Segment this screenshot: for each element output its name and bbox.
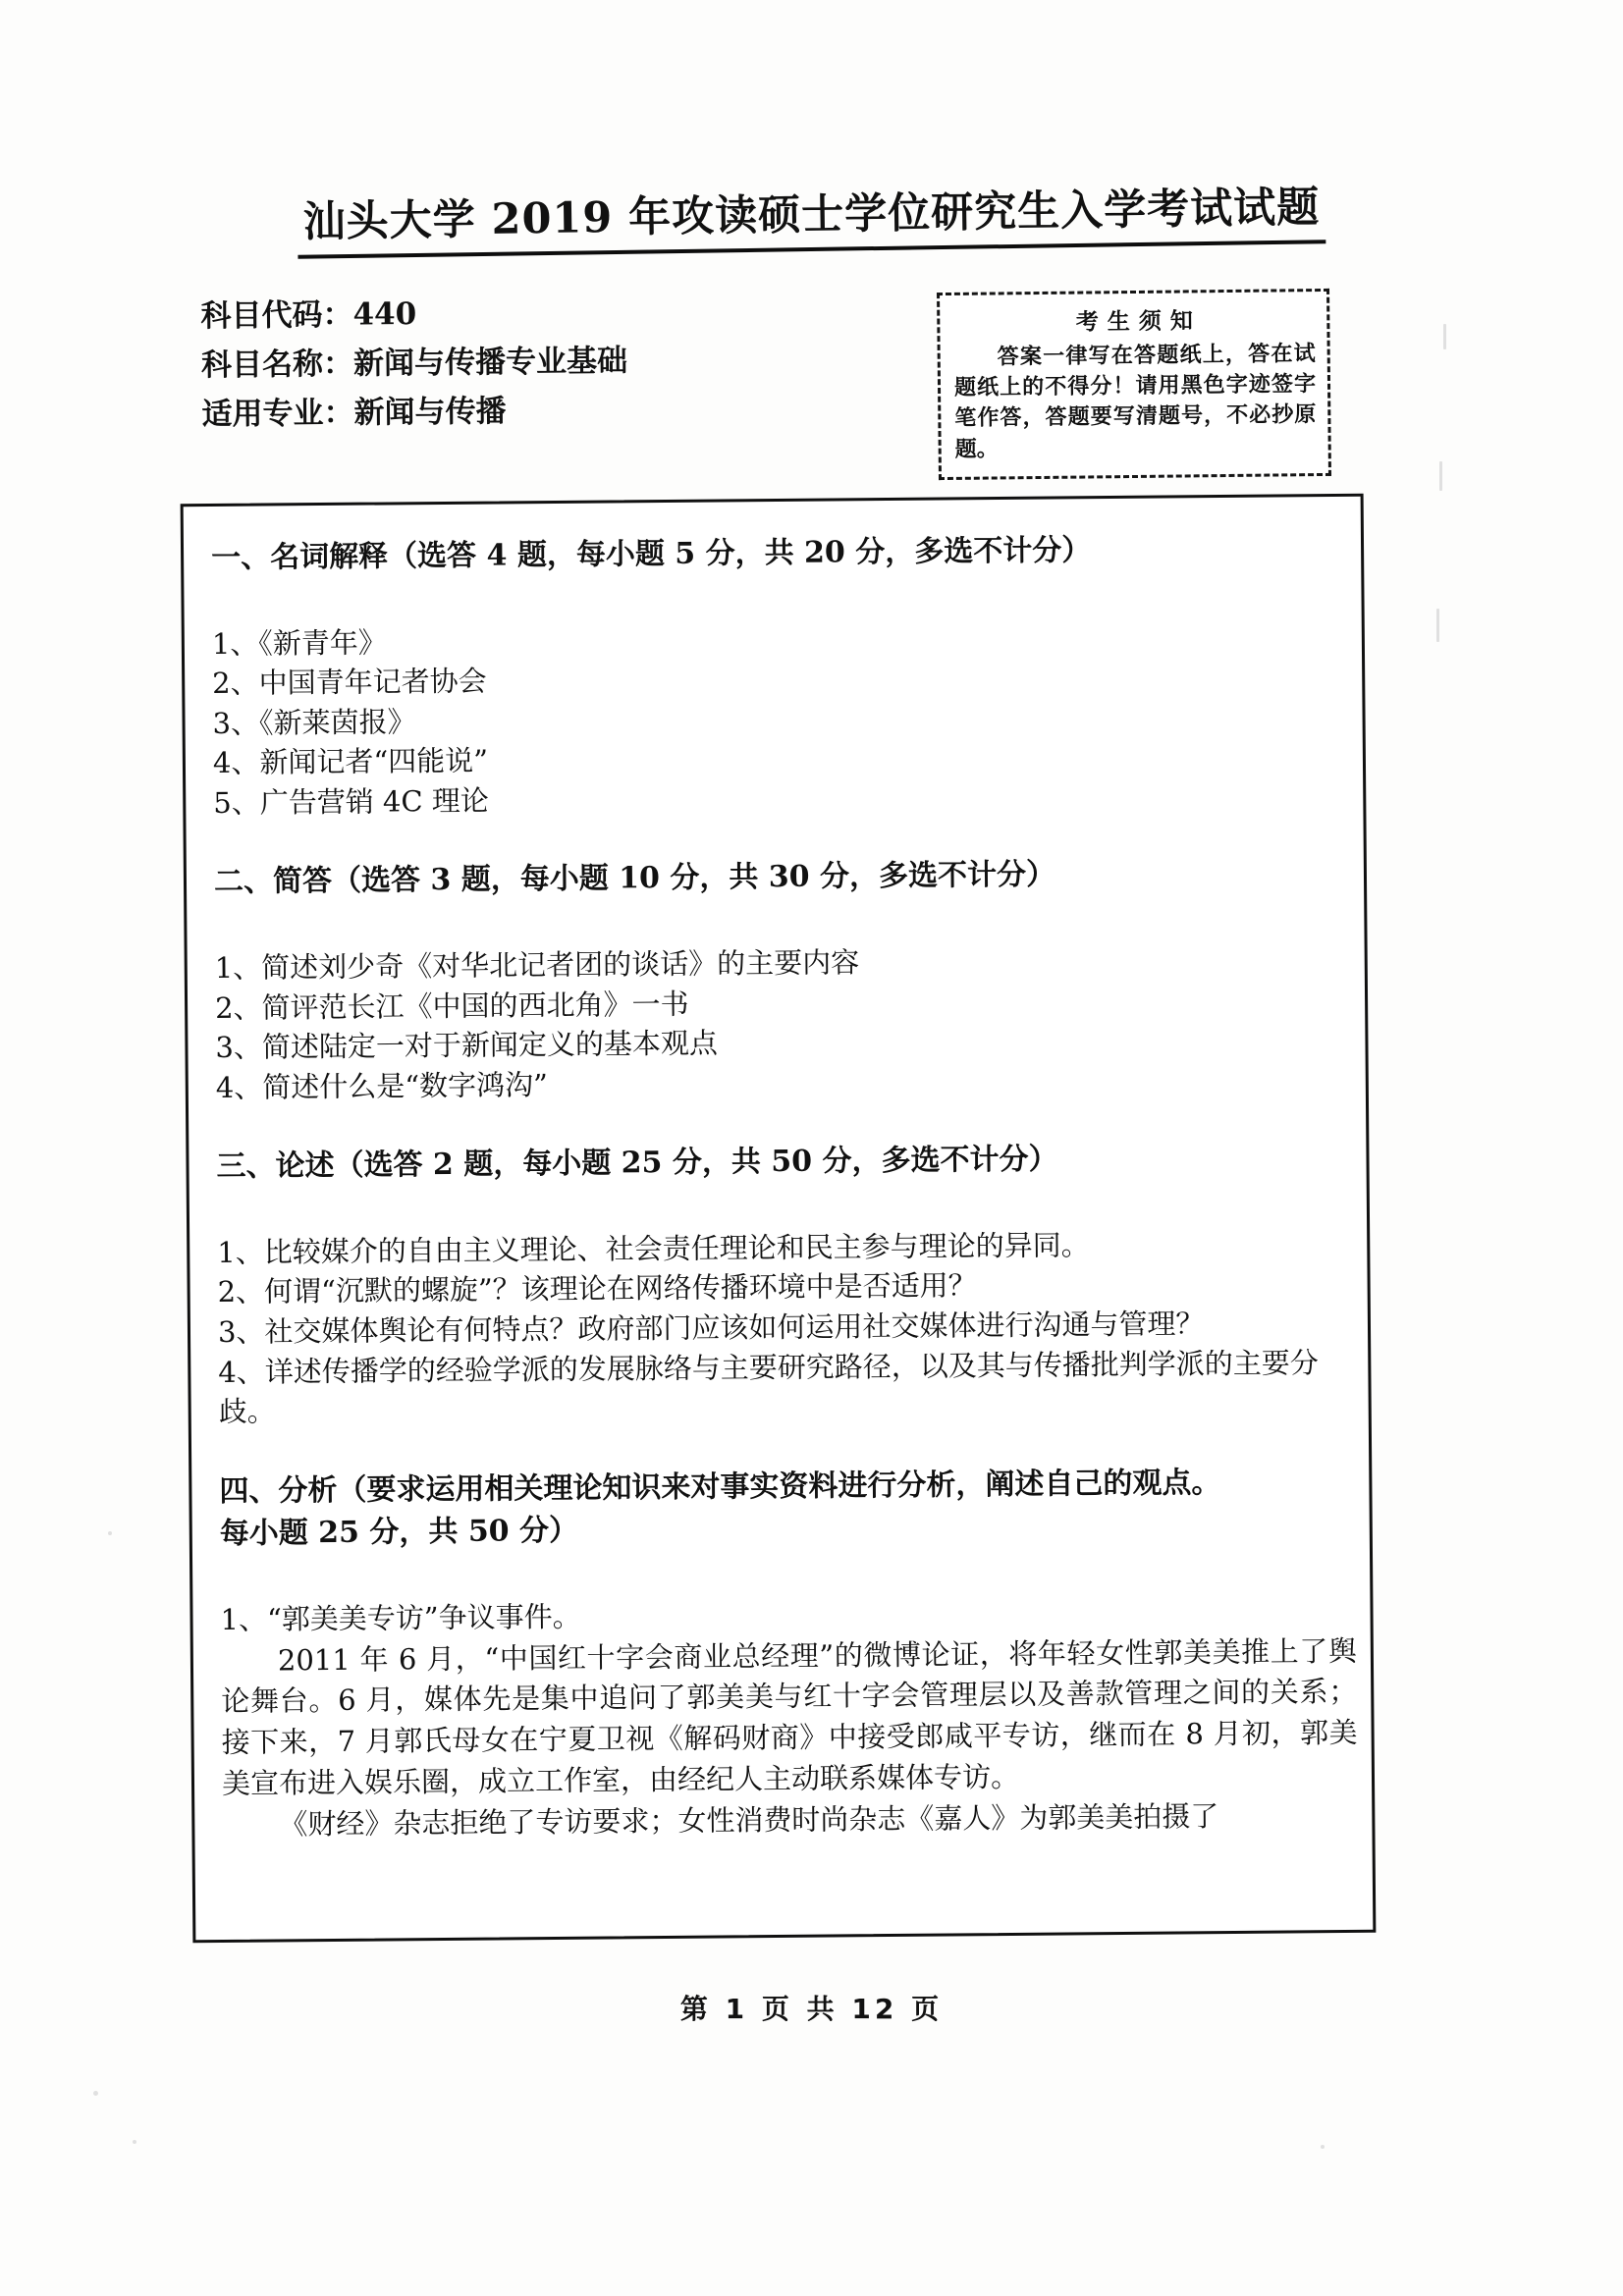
list-item: 2、简评范长江《中国的西北角》一书: [214, 987, 689, 1025]
list-item: 3、简述陆定一对于新闻定义的基本观点: [215, 1026, 719, 1065]
candidate-notice-box: [937, 289, 1331, 480]
list-item: 1、《新青年》: [211, 624, 387, 661]
section-heading-4-line2: 每小题 25 分，共 50 分）: [219, 1514, 579, 1552]
scan-speckle: [1443, 324, 1446, 349]
section-heading-1: 一、名词解释（选答 4 题，每小题 5 分，共 20 分，多选不计分）: [210, 533, 1092, 576]
scan-speckle: [1321, 2145, 1325, 2149]
list-item: 3、社交媒体舆论有何特点？政府部门应该如何运用社交媒体进行沟通与管理？: [217, 1307, 1205, 1350]
list-item: 2、中国青年记者协会: [212, 664, 487, 701]
candidate-notice-body: 答案一律写在答题纸上，答在试题纸上的不得分！请用黑色字迹签字笔作答，答题要写清题号，不必抄原题。: [953, 342, 1317, 462]
subject-name: 科目名称：新闻与传播专业基础: [200, 343, 628, 384]
subject-code: 科目代码：440: [200, 295, 417, 335]
case-study-paragraph-1: 2011 年 6 月，“中国红十字会商业总经理”的微博论证，将年轻女性郭美美推上了舆论舞台。6 月，媒体先是集中追问了郭美美与红十字会管理层以及善款管理之间的关系；接下来，7 月郭氏母女在宁夏卫视《解码财商》中接受郎咸平专访，继而在 8 月初，郭美美宣布进入娱乐圈，成立工作室，由经纪人主动联系媒体专访。: [221, 1633, 1358, 1800]
list-item: 4、新闻记者“四能说”: [212, 743, 489, 780]
applicable-major: 适用专业：新闻与传播: [201, 394, 507, 433]
list-item: 4、详述传播学的经验学派的发展脉络与主要研究路径，以及其与传播批判学派的主要分歧。: [218, 1345, 1319, 1429]
question-list-3: [217, 1223, 1355, 1432]
scan-speckle: [108, 1531, 112, 1535]
question-list-2: [215, 938, 1352, 1107]
list-item: 5、广告营销 4C 理论: [213, 783, 489, 820]
page-number-label: 第 1 页 共 12 页: [679, 1993, 944, 2025]
case-study-paragraph-2: 《财经》杂志拒绝了专访要求；女性消费时尚杂志《嘉人》为郭美美拍摄了: [279, 1798, 1219, 1842]
list-item: 1、比较媒介的自由主义理论、社会责任理论和民主参与理论的异同。: [217, 1228, 1090, 1269]
section-heading-3: 三、论述（选答 2 题，每小题 25 分，共 50 分，多选不计分）: [216, 1142, 1058, 1185]
scan-speckle: [133, 2140, 136, 2144]
list-item: 4、简述什么是“数字鸿沟”: [215, 1067, 549, 1104]
scan-speckle: [1436, 609, 1439, 642]
question-list-1: [212, 614, 1350, 823]
page-footer: [0, 1988, 1623, 2027]
list-item: 2、何谓“沉默的螺旋”？该理论在网络传播环境中是否适用？: [217, 1268, 977, 1309]
candidate-notice-heading: 考生须知: [1075, 308, 1202, 336]
list-item: 3、《新莱茵报》: [212, 704, 416, 740]
scan-speckle: [93, 2091, 98, 2096]
case-study-title: 1、“郭美美专访”争议事件。: [220, 1599, 581, 1636]
exam-meta-block: [200, 288, 628, 440]
scan-speckle: [1439, 461, 1442, 491]
page-title-text: 汕头大学 2019 年攻读硕士学位研究生入学考试试题: [297, 185, 1325, 259]
list-item: 1、简述刘少奇《对华北记者团的谈话》的主要内容: [214, 945, 860, 985]
section-heading-2: 二、简答（选答 3 题，每小题 10 分，共 30 分，多选不计分）: [213, 857, 1056, 900]
exam-content-frame: [181, 494, 1377, 1943]
page-title: [0, 181, 1623, 264]
section-heading-4-line1: 四、分析（要求运用相关理论知识来对事实资料进行分析，阐述自己的观点。: [219, 1465, 1221, 1509]
